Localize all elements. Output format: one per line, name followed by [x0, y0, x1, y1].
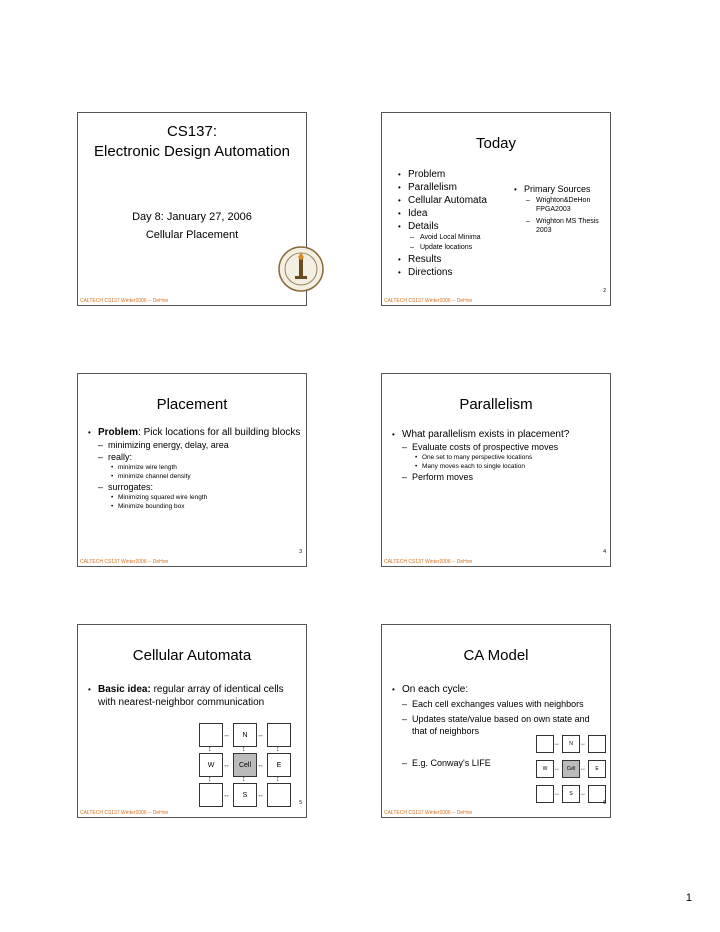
- list-subsubitem: • Minimizing squared wire length: [86, 493, 306, 502]
- list-item: [86, 683, 296, 709]
- grid-cell-north: N: [233, 723, 257, 747]
- grid-cell-east: E: [267, 753, 291, 777]
- slide-1-footer: CALTECH CS137 Winter2006 -- DeHon: [80, 298, 169, 304]
- list-item: • Results: [396, 253, 526, 266]
- slide-5: [77, 624, 307, 818]
- source-item: – Wrighton&DeHon FPGA2003: [512, 196, 612, 214]
- arrow-icon: ↔: [223, 762, 230, 769]
- slide-1-subtitle-line1: Day 8: January 27, 2006: [132, 211, 252, 223]
- slide-5-cell-grid-diagram: [196, 720, 306, 816]
- slide-4-number: 4: [603, 549, 606, 555]
- slide-4-title: Parallelism: [459, 396, 533, 413]
- slide-6-cell-grid-diagram: [534, 733, 610, 805]
- arrow-icon: ↔: [554, 766, 560, 772]
- list-subitem: – Avoid Local Minima: [396, 233, 526, 243]
- arrow-icon: ↔: [554, 791, 560, 797]
- list-subitem: – Update locations: [396, 243, 526, 253]
- grid-cell-center: Cell: [233, 753, 257, 777]
- problem-text: : Pick locations for all building blocks: [138, 427, 301, 438]
- slide-6: [381, 624, 611, 818]
- arrow-icon: ↕: [208, 776, 212, 783]
- grid-cell-north: N: [562, 735, 580, 753]
- slide-5-title: Cellular Automata: [132, 647, 252, 664]
- slide-2-number: 2: [603, 288, 606, 294]
- list-item: • Details: [396, 220, 526, 233]
- list-item: [86, 426, 306, 439]
- arrow-icon: ↔: [257, 792, 264, 799]
- list-item: • Directions: [396, 266, 526, 279]
- list-subsubitem: • Many moves each to single location: [390, 462, 610, 471]
- slide-3-footer: CALTECH CS137 Winter2006 -- DeHon: [80, 559, 169, 565]
- arrow-icon: ↕: [276, 746, 280, 753]
- list-item: • Cellular Automata: [396, 194, 526, 207]
- basic-idea-text: regular array of identical cells with nearest-neighbor communication: [98, 684, 284, 708]
- grid-cell-west: W: [199, 753, 223, 777]
- grid-cell-south: S: [233, 783, 257, 807]
- list-subitem: – really:: [86, 451, 306, 463]
- slide-2-title: Today: [475, 135, 517, 152]
- list-item: • On each cycle:: [390, 683, 608, 696]
- slide-6-conway-item: – E.g. Conway's LIFE: [390, 757, 562, 769]
- list-item: • Problem: [396, 168, 526, 181]
- slide-3: [77, 373, 307, 567]
- slide-5-footer: CALTECH CS137 Winter2006 -- DeHon: [80, 810, 169, 816]
- list-subsubitem: • minimize wire length: [86, 463, 306, 472]
- grid-cell-center: Cell: [562, 760, 580, 778]
- arrow-icon: ↕: [242, 776, 246, 783]
- slide-1-title-line1: CS137:: [166, 123, 218, 140]
- slide-5-number: 5: [299, 800, 302, 806]
- arrow-icon: ↕: [242, 746, 246, 753]
- grid-cell-south: S: [562, 785, 580, 803]
- list-subsubitem: • Minimize bounding box: [86, 502, 306, 511]
- slide-6-title: CA Model: [463, 647, 529, 664]
- grid-cell-east: E: [588, 760, 606, 778]
- grid-cell: [536, 785, 554, 803]
- slide-5-list: [86, 683, 296, 709]
- slide-6-number: 6: [603, 800, 606, 806]
- page-number: 1: [685, 892, 692, 904]
- basic-idea-label: Basic idea:: [98, 684, 151, 695]
- list-subitem: – Each cell exchanges values with neighbors: [390, 698, 608, 710]
- slide-1-subtitle-line2: Cellular Placement: [145, 229, 239, 241]
- arrow-icon: ↔: [223, 792, 230, 799]
- arrow-icon: ↕: [276, 776, 280, 783]
- slide-4-footer: CALTECH CS137 Winter2006 -- DeHon: [384, 559, 473, 565]
- slide-2-footer: CALTECH CS137 Winter2006 -- DeHon: [384, 298, 473, 304]
- slide-3-number: 3: [299, 549, 302, 555]
- grid-cell: [536, 735, 554, 753]
- slide-6-footer: CALTECH CS137 Winter2006 -- DeHon: [384, 810, 473, 816]
- source-item: – Wrighton MS Thesis 2003: [512, 217, 612, 235]
- grid-cell: [588, 735, 606, 753]
- slide-6-list: [390, 683, 608, 737]
- list-subsubitem: • minimize channel density: [86, 472, 306, 481]
- arrow-icon: ↔: [257, 732, 264, 739]
- slide-2: [381, 112, 611, 306]
- slide-4: [381, 373, 611, 567]
- arrow-icon: ↔: [580, 791, 586, 797]
- slide-1-title-line2: Electronic Design Automation: [94, 143, 290, 160]
- arrow-icon: ↔: [554, 741, 560, 747]
- slide-3-title: Placement: [156, 396, 228, 413]
- arrow-icon: ↔: [223, 732, 230, 739]
- list-subitem: – Perform moves: [390, 471, 610, 483]
- problem-label: Problem: [98, 427, 139, 438]
- grid-cell: [267, 783, 291, 807]
- arrow-icon: ↔: [580, 766, 586, 772]
- list-item: • Idea: [396, 207, 526, 220]
- grid-cell: [199, 723, 223, 747]
- arrow-icon: ↔: [257, 762, 264, 769]
- grid-cell-west: W: [536, 760, 554, 778]
- list-item: • What parallelism exists in placement?: [390, 428, 610, 441]
- list-subitem: – Evaluate costs of prospective moves: [390, 441, 610, 453]
- list-subitem: – minimizing energy, delay, area: [86, 439, 306, 451]
- list-subsubitem: • One set to many perspective locations: [390, 453, 610, 462]
- arrow-icon: ↔: [580, 741, 586, 747]
- slide-3-list: [86, 426, 306, 511]
- slide-2-list: [396, 168, 526, 279]
- list-item: • Parallelism: [396, 181, 526, 194]
- list-subitem: – Updates state/value based on own state and that of neighbors: [390, 713, 608, 737]
- slide-4-list: [390, 428, 610, 483]
- grid-cell: [199, 783, 223, 807]
- sources-heading: • Primary Sources: [512, 183, 612, 196]
- slide-2-sources: [512, 183, 612, 235]
- grid-cell: [267, 723, 291, 747]
- slide-1: [77, 112, 307, 306]
- list-subitem: – surrogates:: [86, 481, 306, 493]
- arrow-icon: ↕: [208, 746, 212, 753]
- caltech-seal-icon: [277, 245, 325, 293]
